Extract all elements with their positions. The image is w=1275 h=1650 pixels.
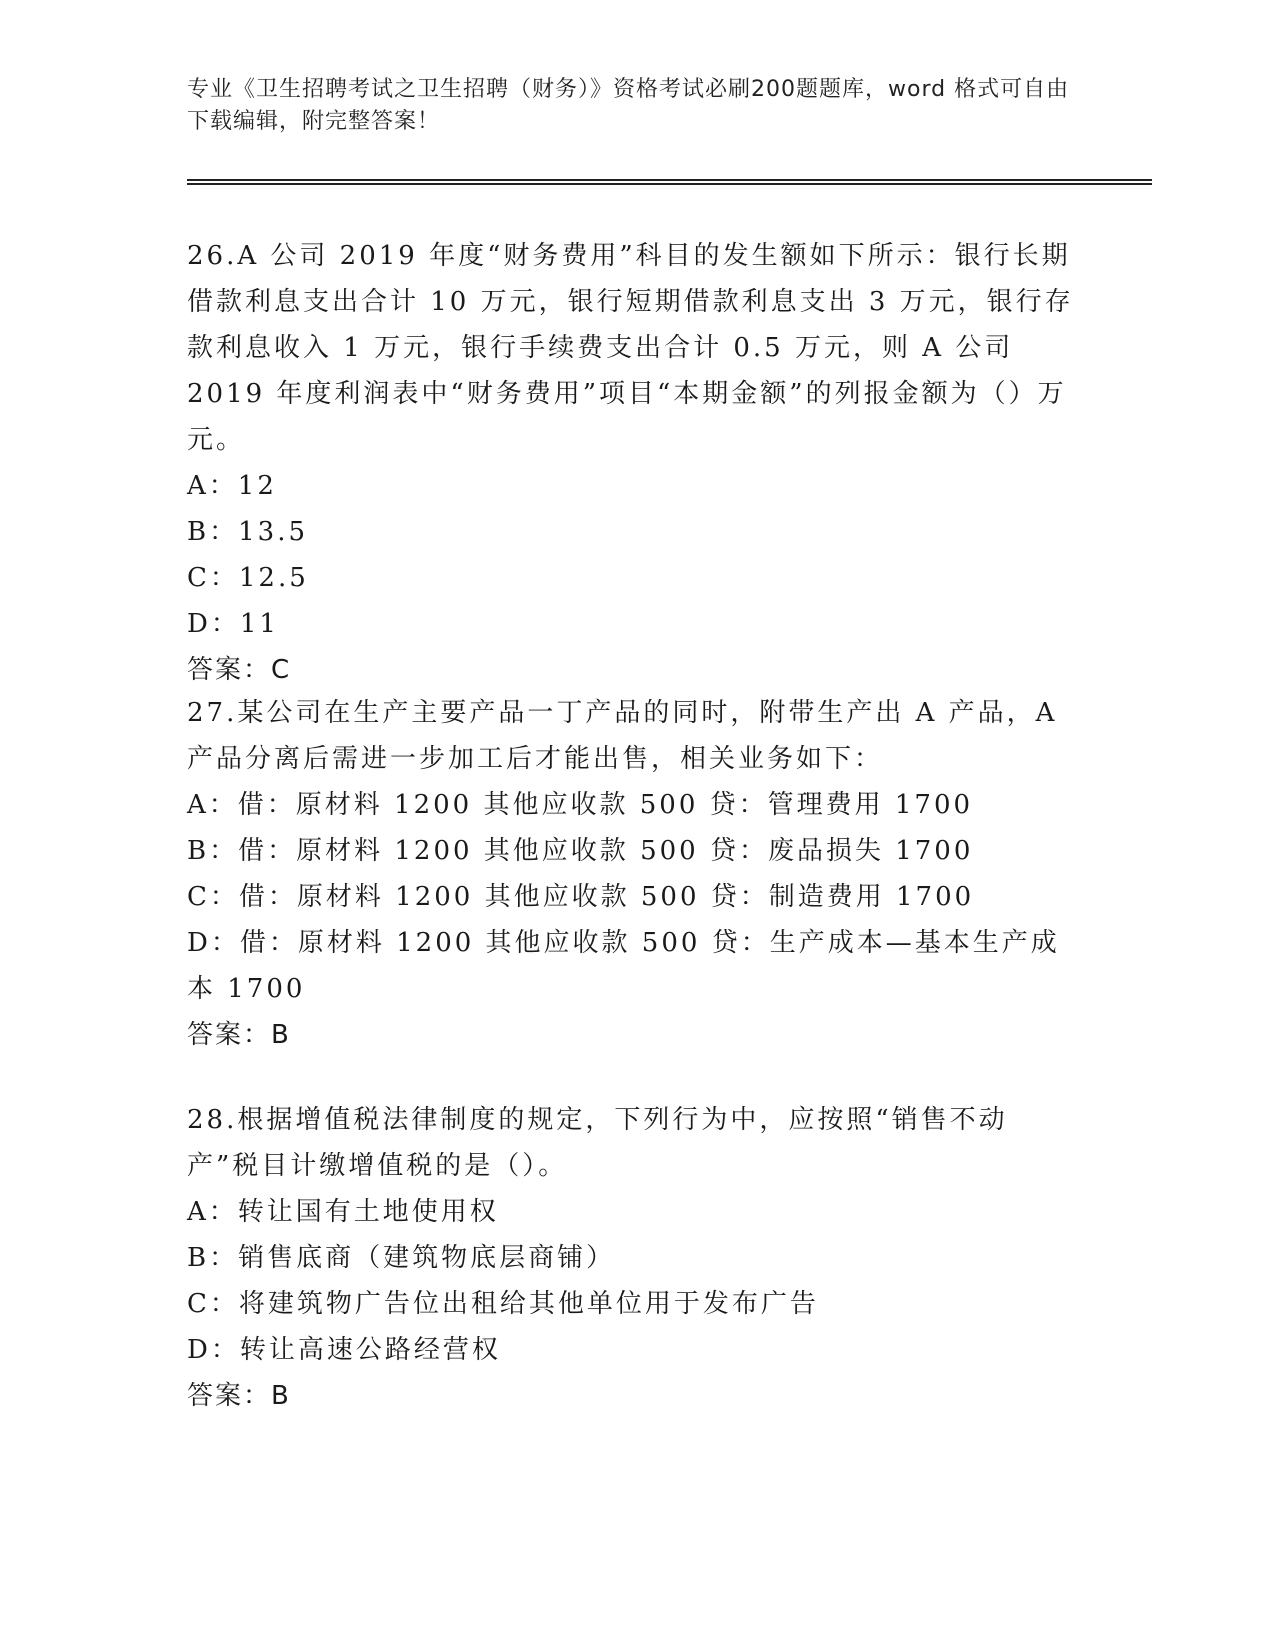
option-d: D：借：原材料 1200 其他应收款 500 贷：生产成本—基本生产成本 1700 [187,928,1060,1004]
option-d: D：11 [187,609,279,639]
question-stem: 26.A 公司 2019 年度“财务费用”科目的发生额如下所示：银行长期借款利息支出合计 10 万元，银行短期借款利息支出 3 万元，银行存款利息收入 1 万元，银行手续费支出合计 0.5 万元，则 A 公司 2019 年度利润表中“财务费用”项目“本期金额”的列报金额为（）万元。 [187,241,1074,455]
option-a: A：转让国有土地使用权 [187,1197,499,1227]
answer-line: 答案：C [187,655,292,685]
option-d: D：转让高速公路经营权 [187,1335,501,1365]
option-a: A：12 [187,471,277,501]
question-26 [187,233,1077,693]
option-c: C：12.5 [187,563,309,593]
answer-line: 答案：B [187,1020,291,1050]
option-b: B：13.5 [187,517,308,547]
option-c: C：借：原材料 1200 其他应收款 500 贷：制造费用 1700 [187,882,975,912]
option-a: A：借：原材料 1200 其他应收款 500 贷：管理费用 1700 [187,790,974,820]
header-divider-top [187,179,1152,181]
option-b: B：借：原材料 1200 其他应收款 500 贷：废品损失 1700 [187,836,974,866]
question-stem: 28.根据增值税法律制度的规定，下列行为中，应按照“销售不动产”税目计缴增值税的是（）。 [187,1105,1008,1181]
option-b: B：销售底商（建筑物底层商铺） [187,1243,616,1273]
document-header: 专业《卫生招聘考试之卫生招聘（财务）》资格考试必刷200题题库，word 格式可自由下载编辑，附完整答案！ [187,77,1070,134]
answer-line: 答案：B [187,1381,291,1411]
header-divider-bottom [187,183,1152,185]
question-28 [187,1097,1077,1419]
question-27 [187,690,1077,1058]
question-stem: 27.某公司在生产主要产品一丁产品的同时，附带生产出 A 产品，A 产品分离后需进一步加工后才能出售，相关业务如下： [187,698,1058,774]
option-c: C：将建筑物广告位出租给其他单位用于发布广告 [187,1289,819,1319]
